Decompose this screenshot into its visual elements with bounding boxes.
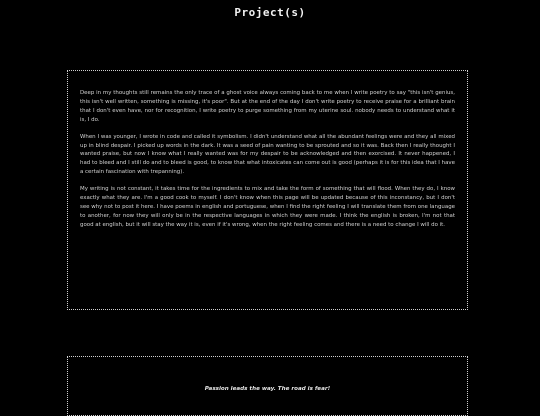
footer-panel bbox=[67, 356, 468, 416]
paragraph-1: Deep in my thoughts still remains the only trace of a ghost voice always coming back to me when I write poetry to say "this isn't genius, this isn't well written, something is missing, it's poor". But at the end of the day I don't write poetry to receive praise for a brilliant brain that I don't even have, nor for recognition, I write poetry to purge something from my uterine soul. nobody needs to understand what it is, I do. bbox=[80, 90, 455, 123]
tagline: Passion leads the way. The road is fear! bbox=[204, 386, 331, 392]
page-title: Project(s) bbox=[234, 6, 306, 19]
paragraph-2: When I was younger, I wrote in code and called it symbolism. I didn't understand what all the abundant feelings were and they all mixed up in blind despair. I picked up words in the dark. It was a seed of pain wanting to be sprouted and so it was. Back then I really thought I wanted praise, but now I know what I really wanted was for my despair to be acknowledged and then exorcised. It never happened, I had to bleed and I still do and to bleed is good, to know that what intoxicates can come out is good (perhaps it is for this idea that I have a certain fascination with trepanning). bbox=[80, 133, 455, 176]
text-panel bbox=[67, 70, 468, 310]
paragraph-3: My writing is not constant, it takes time for the ingredients to mix and take the form of something that will flood. When they do, I know exactly what they are. I'm a good cook to myself. I don't know when this page will be updated because of this inconstancy, but I don't see why not to post it here. I have poems in english and portuguese, when I find the right feeling I will translate them from one language to another, for now they will only be in the respective languages in which they were made. I think the english is broken, I'm not that good at english, but it will stay the way it is, even if it's wrong, when the right feeling comes and there is a need to change I will do it. bbox=[80, 186, 455, 228]
